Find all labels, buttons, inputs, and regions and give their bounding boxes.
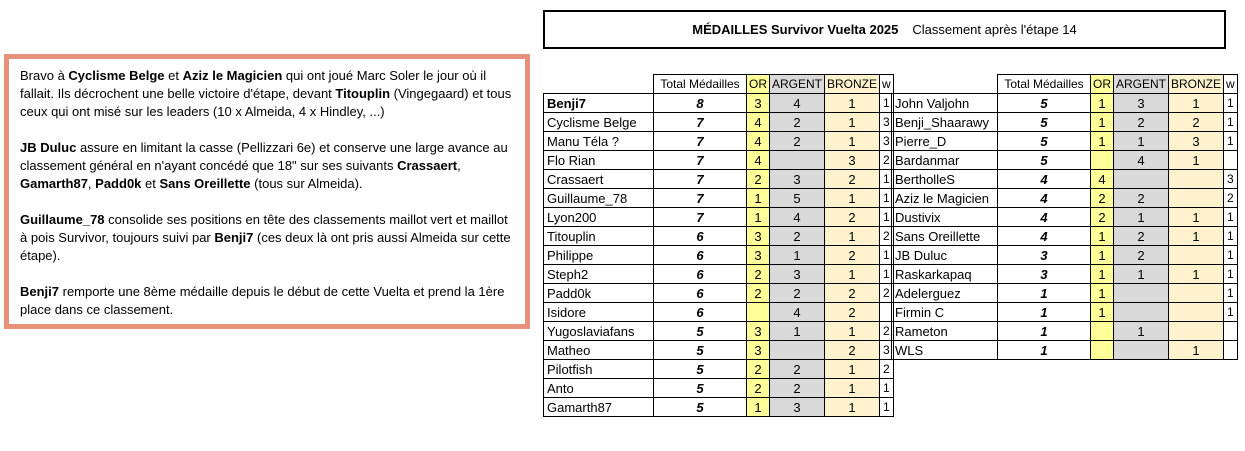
table-row	[544, 246, 894, 265]
bronze-cell: 1	[825, 265, 880, 284]
total-cell: 6	[654, 265, 747, 284]
header-total: Total Médailles	[998, 75, 1091, 94]
or-cell: 4	[747, 151, 770, 170]
w-cell: 1	[880, 265, 894, 284]
bronze-cell: 2	[825, 170, 880, 189]
or-cell: 1	[1091, 265, 1114, 284]
commentary-paragraph	[20, 211, 512, 265]
argent-cell: 1	[770, 322, 825, 341]
bronze-cell: 1	[825, 379, 880, 398]
header-total: Total Médailles	[654, 75, 747, 94]
header-w: w	[880, 75, 894, 94]
player-name-cell: Rameton	[892, 322, 998, 341]
argent-cell: 1	[770, 246, 825, 265]
total-cell: 5	[998, 94, 1091, 113]
player-name-cell: Matheo	[544, 341, 654, 360]
w-cell: 1	[1224, 94, 1238, 113]
commentary-text	[20, 67, 512, 319]
bronze-cell: 1	[1169, 208, 1224, 227]
table-row	[892, 132, 1238, 151]
argent-cell: 2	[770, 379, 825, 398]
or-cell: 4	[1091, 170, 1114, 189]
player-name-cell: Firmin C	[892, 303, 998, 322]
or-cell: 1	[1091, 303, 1114, 322]
total-cell: 8	[654, 94, 747, 113]
argent-cell: 4	[770, 94, 825, 113]
bronze-cell: 1	[1169, 341, 1224, 360]
bronze-cell: 1	[1169, 151, 1224, 170]
total-cell: 4	[998, 208, 1091, 227]
medals-table-left	[543, 74, 894, 417]
player-name-highlight: JB Duluc	[20, 140, 77, 155]
bronze-cell: 1	[1169, 265, 1224, 284]
player-name-cell: Cyclisme Belge	[544, 113, 654, 132]
total-cell: 4	[998, 189, 1091, 208]
or-cell: 2	[747, 379, 770, 398]
argent-cell: 2	[770, 284, 825, 303]
player-name-highlight: Cyclisme Belge	[68, 68, 165, 83]
argent-cell: 2	[1114, 189, 1169, 208]
total-cell: 6	[654, 246, 747, 265]
bronze-cell: 1	[825, 322, 880, 341]
or-cell: 1	[747, 398, 770, 417]
table-row	[892, 170, 1238, 189]
table-row	[892, 94, 1238, 113]
player-name-cell: Bardanmar	[892, 151, 998, 170]
bronze-cell	[1169, 170, 1224, 189]
table-row	[544, 113, 894, 132]
bronze-cell: 3	[825, 151, 880, 170]
commentary-box	[4, 54, 530, 329]
header-w: w	[1224, 75, 1238, 94]
player-name-cell: Dustivix	[892, 208, 998, 227]
bronze-cell: 1	[825, 360, 880, 379]
table-row	[892, 189, 1238, 208]
table-row	[544, 189, 894, 208]
player-name-cell: Anto	[544, 379, 654, 398]
total-cell: 6	[654, 284, 747, 303]
commentary-segment: qui ont joué Marc Soler le jour où il fallait. Ils décrochent une belle victoire d'étape, devant	[20, 68, 487, 101]
player-name-highlight: Padd0k	[95, 176, 142, 191]
table-row	[892, 265, 1238, 284]
total-cell: 5	[998, 113, 1091, 132]
or-cell: 3	[747, 227, 770, 246]
player-name-cell: Adelerguez	[892, 284, 998, 303]
w-cell: 3	[880, 132, 894, 151]
or-cell: 2	[747, 265, 770, 284]
table-row	[892, 208, 1238, 227]
commentary-segment: consolide ses positions en tête des classements maillot vert et maillot à pois Survivor, toujours suivi par	[20, 212, 508, 245]
player-name-highlight: Aziz le Magicien	[182, 68, 283, 83]
player-name-cell: Gamarth87	[544, 398, 654, 417]
or-cell: 2	[747, 170, 770, 189]
or-cell: 1	[1091, 227, 1114, 246]
or-cell: 3	[747, 246, 770, 265]
argent-cell: 1	[1114, 132, 1169, 151]
table-row	[544, 94, 894, 113]
argent-cell: 4	[770, 208, 825, 227]
w-cell: 3	[1224, 170, 1238, 189]
total-cell: 5	[998, 151, 1091, 170]
total-cell: 5	[998, 132, 1091, 151]
player-name-highlight: Sans Oreillette	[159, 176, 251, 191]
w-cell: 3	[880, 113, 894, 132]
w-cell: 1	[1224, 303, 1238, 322]
w-cell: 1	[880, 189, 894, 208]
table-row	[544, 341, 894, 360]
w-cell	[1224, 322, 1238, 341]
total-cell: 5	[654, 341, 747, 360]
argent-cell: 1	[1114, 265, 1169, 284]
player-name-cell: Steph2	[544, 265, 654, 284]
argent-cell: 1	[1114, 208, 1169, 227]
argent-cell: 3	[770, 265, 825, 284]
table-row	[544, 284, 894, 303]
table-row	[892, 246, 1238, 265]
bronze-cell	[1169, 303, 1224, 322]
w-cell: 1	[880, 170, 894, 189]
header-or: OR	[1091, 75, 1114, 94]
total-cell: 7	[654, 132, 747, 151]
bronze-cell: 1	[825, 94, 880, 113]
table-row	[544, 322, 894, 341]
table-row	[892, 341, 1238, 360]
or-cell: 2	[1091, 189, 1114, 208]
argent-cell: 2	[1114, 227, 1169, 246]
table-row	[544, 379, 894, 398]
argent-cell: 3	[770, 170, 825, 189]
argent-cell: 2	[770, 227, 825, 246]
w-cell: 2	[880, 227, 894, 246]
commentary-segment: (ces deux là ont pris aussi Almeida sur cette étape).	[20, 230, 511, 263]
bronze-cell: 2	[1169, 113, 1224, 132]
or-cell: 1	[747, 189, 770, 208]
header-argent: ARGENT	[770, 75, 825, 94]
or-cell: 2	[747, 284, 770, 303]
argent-cell	[1114, 303, 1169, 322]
player-name-highlight: Crassaert	[397, 158, 458, 173]
bronze-cell: 1	[1169, 94, 1224, 113]
commentary-paragraph	[20, 283, 512, 319]
player-name-cell: Pierre_D	[892, 132, 998, 151]
bronze-cell: 1	[825, 227, 880, 246]
total-cell: 5	[654, 322, 747, 341]
total-cell: 1	[998, 303, 1091, 322]
or-cell: 1	[1091, 246, 1114, 265]
header-blank	[544, 75, 654, 94]
or-cell: 4	[747, 113, 770, 132]
table-row	[892, 113, 1238, 132]
player-name-cell: Yugoslaviafans	[544, 322, 654, 341]
bronze-cell: 2	[825, 303, 880, 322]
or-cell: 2	[1091, 208, 1114, 227]
total-cell: 3	[998, 265, 1091, 284]
table-row	[544, 265, 894, 284]
bronze-cell: 1	[825, 113, 880, 132]
total-cell: 5	[654, 398, 747, 417]
bronze-cell	[1169, 284, 1224, 303]
player-name-highlight: Titouplin	[335, 86, 391, 101]
commentary-segment: (tous sur Almeida).	[250, 176, 363, 191]
table-row	[892, 303, 1238, 322]
or-cell	[1091, 151, 1114, 170]
or-cell: 1	[1091, 284, 1114, 303]
header-blank	[892, 75, 998, 94]
argent-cell	[770, 151, 825, 170]
table-header-row	[892, 75, 1238, 94]
w-cell: 1	[880, 398, 894, 417]
player-name-cell: Pilotfish	[544, 360, 654, 379]
title-box	[543, 10, 1226, 49]
total-cell: 3	[998, 246, 1091, 265]
or-cell: 1	[1091, 94, 1114, 113]
w-cell: 2	[880, 284, 894, 303]
player-name-cell: Philippe	[544, 246, 654, 265]
w-cell	[1224, 341, 1238, 360]
total-cell: 1	[998, 284, 1091, 303]
player-name-highlight: Gamarth87	[20, 176, 88, 191]
total-cell: 5	[654, 379, 747, 398]
bronze-cell: 2	[825, 284, 880, 303]
table-row	[892, 322, 1238, 341]
commentary-segment: ,	[87, 176, 96, 191]
table-row	[544, 151, 894, 170]
header-bronze: BRONZE	[1169, 75, 1224, 94]
header-bronze: BRONZE	[825, 75, 880, 94]
commentary-segment: remporte une 8ème médaille depuis le début de cette Vuelta et prend la 1ère place dans ce classement.	[20, 284, 505, 317]
w-cell: 1	[1224, 208, 1238, 227]
or-cell	[747, 303, 770, 322]
w-cell: 1	[1224, 284, 1238, 303]
bronze-cell: 2	[825, 341, 880, 360]
commentary-segment: ,	[457, 158, 461, 173]
w-cell: 2	[880, 322, 894, 341]
argent-cell: 2	[770, 113, 825, 132]
table-row	[544, 398, 894, 417]
table-row	[892, 227, 1238, 246]
table-row	[892, 284, 1238, 303]
total-cell: 7	[654, 151, 747, 170]
total-cell: 1	[998, 341, 1091, 360]
bronze-cell	[1169, 322, 1224, 341]
player-name-cell: BertholleS	[892, 170, 998, 189]
or-cell	[1091, 322, 1114, 341]
player-name-cell: Aziz le Magicien	[892, 189, 998, 208]
table-row	[544, 303, 894, 322]
argent-cell: 2	[770, 360, 825, 379]
argent-cell	[1114, 284, 1169, 303]
or-cell: 3	[747, 341, 770, 360]
or-cell	[1091, 341, 1114, 360]
total-cell: 1	[998, 322, 1091, 341]
bronze-cell	[1169, 246, 1224, 265]
argent-cell	[1114, 170, 1169, 189]
argent-cell: 2	[1114, 113, 1169, 132]
total-cell: 7	[654, 170, 747, 189]
total-cell: 4	[998, 170, 1091, 189]
or-cell: 3	[747, 94, 770, 113]
player-name-highlight: Benji7	[214, 230, 254, 245]
or-cell: 1	[747, 208, 770, 227]
w-cell: 2	[880, 151, 894, 170]
header-argent: ARGENT	[1114, 75, 1169, 94]
total-cell: 7	[654, 113, 747, 132]
player-name-cell: Lyon200	[544, 208, 654, 227]
page-subtitle: Classement après l'étape 14	[912, 22, 1077, 37]
w-cell: 1	[1224, 132, 1238, 151]
bronze-cell: 1	[825, 398, 880, 417]
player-name-cell: Padd0k	[544, 284, 654, 303]
player-name-cell: JB Duluc	[892, 246, 998, 265]
w-cell: 1	[1224, 227, 1238, 246]
argent-cell: 3	[1114, 94, 1169, 113]
argent-cell	[1114, 341, 1169, 360]
player-name-cell: Manu Téla ?	[544, 132, 654, 151]
commentary-segment: (Vingegaard) et tous ceux qui ont misé sur les leaders (10 x Almeida, 4 x Hindley, ...)	[20, 86, 512, 119]
player-name-cell: Raskarkapaq	[892, 265, 998, 284]
bronze-cell: 1	[1169, 227, 1224, 246]
or-cell: 3	[747, 322, 770, 341]
w-cell: 1	[1224, 265, 1238, 284]
w-cell: 1	[880, 208, 894, 227]
argent-cell: 1	[1114, 322, 1169, 341]
player-name-cell: Isidore	[544, 303, 654, 322]
player-name-cell: John Valjohn	[892, 94, 998, 113]
w-cell: 1	[880, 246, 894, 265]
commentary-paragraph	[20, 67, 512, 121]
w-cell: 1	[880, 379, 894, 398]
player-name-cell: Benji_Shaarawy	[892, 113, 998, 132]
player-name-cell: Crassaert	[544, 170, 654, 189]
commentary-segment: et	[141, 176, 160, 191]
player-name-highlight: Benji7	[20, 284, 60, 299]
bronze-cell: 3	[1169, 132, 1224, 151]
total-cell: 4	[998, 227, 1091, 246]
table-row	[544, 132, 894, 151]
bronze-cell: 1	[825, 132, 880, 151]
bronze-cell: 2	[825, 208, 880, 227]
w-cell: 2	[1224, 189, 1238, 208]
medals-table-right	[891, 74, 1238, 360]
argent-cell: 2	[770, 132, 825, 151]
w-cell: 1	[880, 94, 894, 113]
w-cell: 1	[1224, 113, 1238, 132]
table-row	[892, 151, 1238, 170]
table-row	[544, 360, 894, 379]
commentary-segment: assure en limitant la casse (Pellizzari 6e) et conserve une large avance au classement général en n'ayant concédé que 18" sur ses suivants	[20, 140, 508, 173]
or-cell: 4	[747, 132, 770, 151]
player-name-cell: Flo Rian	[544, 151, 654, 170]
total-cell: 7	[654, 208, 747, 227]
bronze-cell: 1	[825, 189, 880, 208]
or-cell: 2	[747, 360, 770, 379]
table-row	[544, 227, 894, 246]
table-header-row	[544, 75, 894, 94]
or-cell: 1	[1091, 132, 1114, 151]
argent-cell: 5	[770, 189, 825, 208]
player-name-cell: Benji7	[544, 94, 654, 113]
table-row	[544, 208, 894, 227]
argent-cell	[770, 341, 825, 360]
w-cell: 1	[1224, 246, 1238, 265]
bronze-cell: 2	[825, 246, 880, 265]
player-name-cell: Titouplin	[544, 227, 654, 246]
player-name-cell: Guillaume_78	[544, 189, 654, 208]
total-cell: 7	[654, 189, 747, 208]
argent-cell: 4	[770, 303, 825, 322]
commentary-segment: et	[164, 68, 183, 83]
argent-cell: 4	[1114, 151, 1169, 170]
header-or: OR	[747, 75, 770, 94]
total-cell: 5	[654, 360, 747, 379]
bronze-cell	[1169, 189, 1224, 208]
w-cell: 3	[880, 341, 894, 360]
page-title: MÉDAILLES Survivor Vuelta 2025	[692, 22, 899, 37]
player-name-highlight: Guillaume_78	[20, 212, 105, 227]
commentary-paragraph	[20, 139, 512, 193]
w-cell: 2	[880, 360, 894, 379]
total-cell: 6	[654, 303, 747, 322]
commentary-segment: Bravo à	[20, 68, 69, 83]
total-cell: 6	[654, 227, 747, 246]
table-row	[544, 170, 894, 189]
player-name-cell: Sans Oreillette	[892, 227, 998, 246]
argent-cell: 2	[1114, 246, 1169, 265]
argent-cell: 3	[770, 398, 825, 417]
player-name-cell: WLS	[892, 341, 998, 360]
or-cell: 1	[1091, 113, 1114, 132]
w-cell	[1224, 151, 1238, 170]
